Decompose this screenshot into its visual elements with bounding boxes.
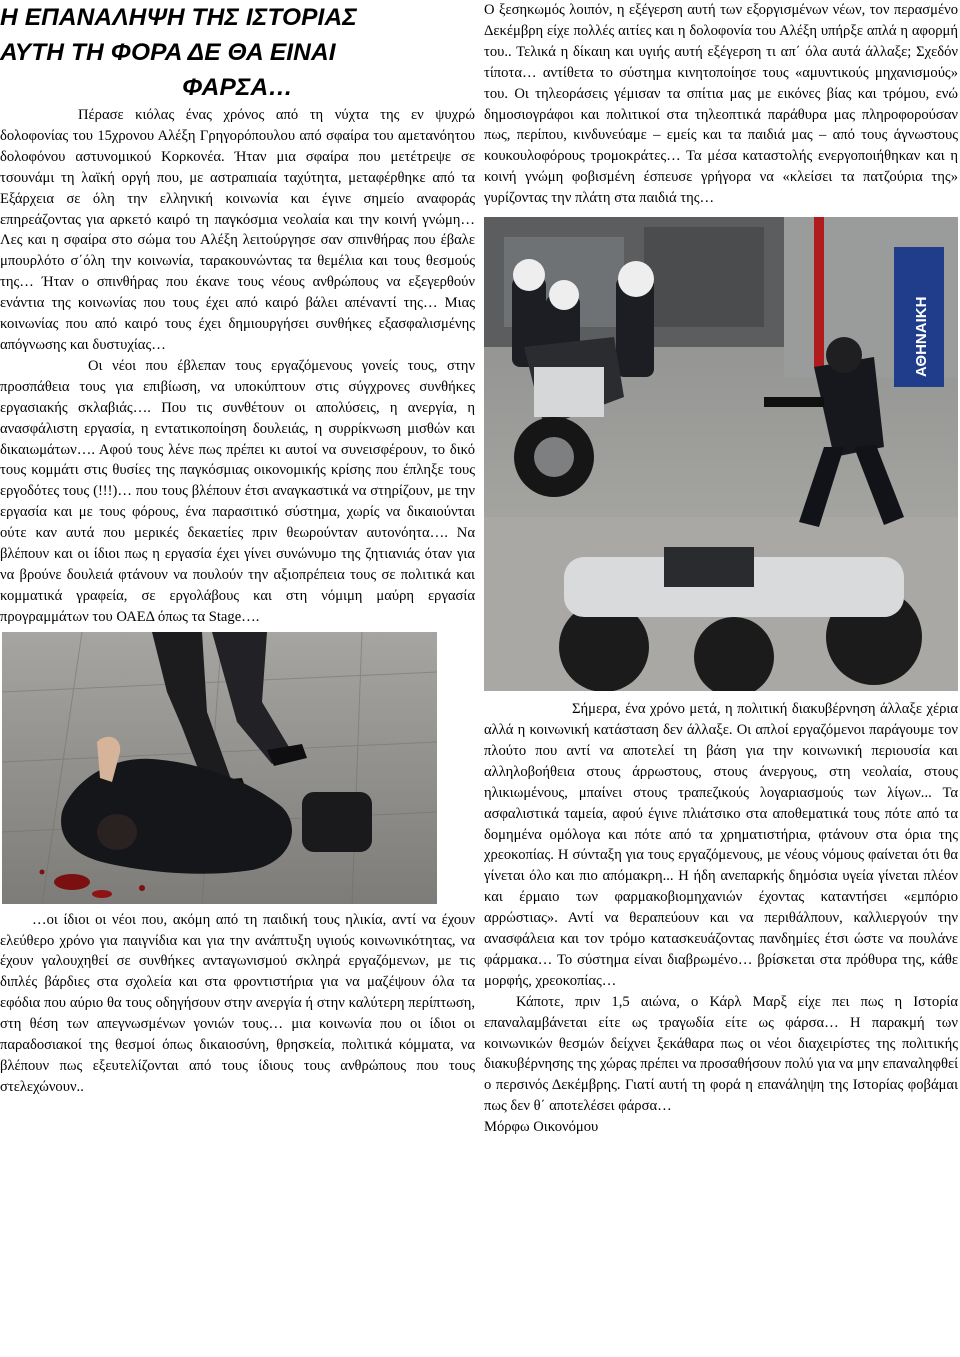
article-title xyxy=(0,0,475,105)
left-paragraph-1: Πέρασε κιόλας ένας χρόνος από τη νύχτα της εν ψυχρώ δολοφονίας του 15χρονου Αλέξη Γρηγορόπουλου από σφαίρα του αμετανόητου δολοφόνου αστυνομικού Κορκονέα. Ήταν μια σφαίρα που μετέτρεψε σε τσουνάμι τη λαϊκή οργή που, με αστραπιαία ταχύτητα, μεταφέρθηκε από τα Εξάρχεια σε όλη την ελληνική κοινωνία και έγινε σημείο αναφοράς επηρεάζοντας για αρκετό καιρό τη παγκόσμια νεολαία και την κοινή γνώμη… Λες και η σφαίρα στο σώμα του Αλέξη λειτούργησε σαν σπινθήρας που έβαλε μπουρλότο σ΄όλη την κοινωνία, ταρακουνώντας τα θεμέλια και τους θεσμούς της… Ήταν ο σπινθήρας που έκανε τους νέους ανθρώπους να εξεγερθούν ενάντια της κοινωνίας που τους έχει από καιρό βάλει απέναντί της… Μιας κοινωνίας που από καιρό τους έχει δημιουργήσει συνθήκες εξασφαλισμένης απόγνωσης και δυστυχίας… xyxy=(0,107,475,353)
right-paragraph-3: Κάποτε, πριν 1,5 αιώνα, ο Κάρλ Μαρξ είχε πει πως η Ιστορία επαναλαμβάνεται είτε ως τραγωδία είτε ως φάρσα… Η παρακμή των κοινωνικών θεσμών δείχνει ξεκάθαρα πως οι νέοι διαχειρίστες της πολιτικής διακυβέρνησης της χώρας πρέπει να προσαθήσουν πολύ για να μην επαναληφθεί ο περσινός Δεκέμβρης. Γιατί αυτή τη φορά η επανάληψη της Ιστορίας φοβάμαι πως δεν θ΄ αποτελέσει φάρσα… xyxy=(484,993,958,1115)
title-line-2: ΑΥΤΗ ΤΗ ΦΟΡΑ ΔΕ ΘΑ ΕΙΝΑΙ xyxy=(0,39,336,66)
author-signature: Μόρφω Οικονόμου xyxy=(484,1119,599,1136)
title-line-1: Η ΕΠΑΝΑΛΗΨΗ ΤΗΣ ΙΣΤΟΡΙΑΣ xyxy=(0,4,357,31)
right-column xyxy=(484,0,958,1137)
left-paragraph-2: Οι νέοι που έβλεπαν τους εργαζόμενους γονείς τους, στην προσπάθεια τους για επιβίωση, να υποκύπτουν στις σύγχρονες συνθήκες εργασιακής σκλαβιάς…. Που τις συνθέτουν οι απολύσεις, η ανεργία, η ανασφάλιστη εργασία, η εντατικοποίηση δουλειάς, η συρρίκνωση μισθών και δικαιωμάτων…. Αφού τους λένε πως πρέπει κι αυτοί να συνεισφέρουν, το δικό τους κομμάτι στις θυσίες της παγκόσμιας οικονομικής κρίσης που έπληξε τους εργοδότες τους (!!!)… που τους βλέπουν έτσι αναγκαστικά να στηρίζουν, με την εργασία και με τους φόρους, ένα παρασιτικό σύστημα, χωρίς να δικαιούνται ούτε καν αυτά που μερικές δεκαετίες πριν θεωρούνταν αυτονόητα…. Να βλέπουν και οι ίδιοι πως η εργασία έχει γίνει συνώνυμο της ζητιανιάς όταν για να βρούνε δουλειά φτάνουν να πουλούν την αξιοπρέπεια τους σε πολιτικά και κομματικά γραφεία, σε εργολάβους και στη νόμιμη μαύρη εργασία προγραμμάτων του ΟΑΕΔ όπως τα Stage…. xyxy=(0,357,475,625)
photo-police-motorcycles xyxy=(484,217,958,691)
left-column xyxy=(0,0,475,1098)
photo-arrest xyxy=(2,632,437,904)
right-paragraph-2: Σήμερα, ένα χρόνο μετά, η πολιτική διακυβέρνηση άλλαξε χέρια αλλά η κοινωνική κατάσταση δεν άλλαξε. Οι απλοί εργαζόμενοι παράγουμε τον πλούτο που αντί να αποτελεί τη βάση για την κοινωνική περιουσία και αλληλοβοήθεια στους άρρωστους, στους άνεργους, στη νεολαία, στους ηλικιωμένους, μπαίνει στους τραπεζικούς λογαριασμούς των λίγων... Τα ασφαλιστικά ταμεία, αφού έγινε πλιάτσικο στα αποθεματικά τους πότε από τα δομημένα ομόλογα και πότε από τα χρηματιστήρια, φτάνουν στα όρια της χρεοκοπίας. Η σύνταξη για τους εργαζόμενους, με νέους νόμους φαίνεται ότι θα γίνεται όλο και πιο απόμακρη... Η ήδη ανεπαρκής δημόσια υγεία γίνεται πλέον και έρμαιο των φαρμακοβιομηχανιών έχοντας καταντήσει «εμπόριο αρρώστιας». Αντί να θεραπεύουν και να περιθάλπουν, καλλιεργούν την ανασφάλεια και τον τρόμο κατασκευάζοντας πανδημίες έτσι ώστε να πουλάνε φάρμακα… Το σύστημα είναι διαβρωμένο… βρίσκεται στα πρόθυρα της, κάθε μορφής, χρεοκοπίας… xyxy=(484,701,958,989)
right-paragraph-1: Ο ξεσηκωμός λοιπόν, η εξέγερση αυτή των εξοργισμένων νέων, τον περασμένο Δεκέμβρη είχε πολλές αιτίες και η δολοφονία του Αλέξη υπήρξε απλά η αφορμή του.. Τελικά η δίκαιη και υγιής αυτή εξέγερση τι απ΄ όλα αυτά άλλαξε; Σχεδόν τίποτα… αντίθετα το σύστημα κινητοποίησε τους «αμυντικούς μηχανισμούς» του. Οι τηλεοράσεις γέμισαν τα σπίτια μας με εικόνες βίας και τρόμου, ενώ δημοσιογράφοι και πολιτικοί στα τηλεοπτικά παράθυρα μας πληροφορούσαν πως, περίπου, κινδυνεύαμε – εμείς και τα παιδιά μας – από τους άγνωστους κουκουλοφόρους τρομοκράτες… Τα μέσα καταστολής ενεργοποιήθηκαν και η κοινή γνώμη φοβισμένη έσπευσε γρήγορα να «κλείσει τα πατζούρια της» γυρίζοντας την πλάτη στα παιδιά της… xyxy=(484,2,958,207)
storefront-sign-text: ΑΘΗΝΑΙΚΗ xyxy=(913,296,930,378)
left-paragraph-3: …οι ίδιοι οι νέοι που, ακόμη από τη παιδική τους ηλικία, αντί να έχουν ελεύθερο χρόνο για παιγνίδια και για την ανάπτυξη υγιούς κοινωνικότητας, να έχουν γαλουχηθεί σε συνθήκες ανταγωνισμού σκληρά εργαζόμενων, με τις διπλές βάρδιες στα σχολεία και στα φροντιστήρια για να μαζέψουν όλα τα εφόδια που αύριο θα τους οδηγήσουν στην ανεργία ή στην καλύτερη περίπτωση, στη θέση των απεγνωσμένων γονιών τους… μια κοινωνία που οι ίδιοι οι παραδοσιακοί της θεσμοί όπως δικαιοσύνη, θρησκεία, πολιτικά κόμματα, να βλέπουν πως εξευτελίζονται από τους ίδιους τους ανθρώπους που τους στελεχώνουν.. xyxy=(0,911,475,1095)
title-line-3: ΦΑΡΣΑ… xyxy=(182,74,293,101)
